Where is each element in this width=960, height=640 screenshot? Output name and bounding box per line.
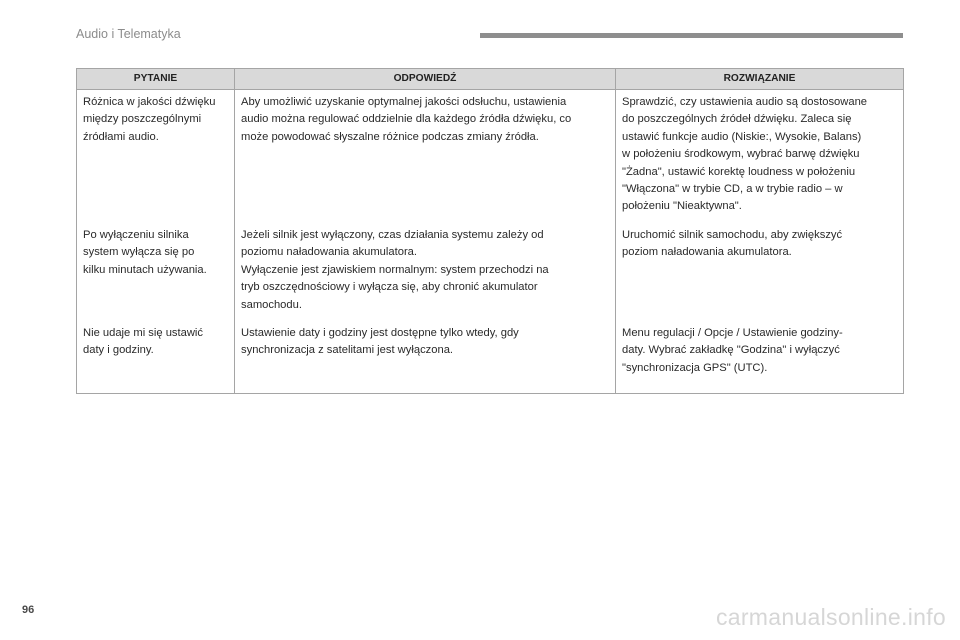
- question-cell: Różnica w jakości dźwięku między poszczególnymi źródłami audio.: [77, 90, 235, 224]
- solution-cell: Menu regulacji / Opcje / Ustawienie godziny- daty. Wybrać zakładkę "Godzina" i wyłączyć "synchronizacja GPS" (UTC).: [616, 320, 904, 394]
- column-header-solution: ROZWIĄZANIE: [616, 69, 904, 90]
- table-row: [77, 223, 904, 320]
- table-row: [77, 90, 904, 224]
- column-header-answer: ODPOWIEDŹ: [235, 69, 616, 90]
- answer-cell: Jeżeli silnik jest wyłączony, czas działania systemu zależy od poziomu naładowania akumulatora. Wyłączenie jest zjawiskiem normalnym: system przechodzi na tryb oszczędnościowy i wyłącza się, aby chronić akumulator samochodu.: [235, 223, 616, 320]
- solution-cell: Sprawdzić, czy ustawienia audio są dostosowane do poszczególnych źródeł dźwięku. Zaleca się ustawić funkcje audio (Niskie:, Wysokie, Balans) w położeniu środkowym, wybrać barwę dźwięku "Żadna", ustawić korektę loudness w położeniu "Włączona" w trybie CD, a w trybie radio – w położeniu "Nieaktywna".: [616, 90, 904, 224]
- page-number: 96: [22, 604, 35, 616]
- table-header-row: [77, 69, 904, 90]
- table-row: [77, 320, 904, 394]
- watermark: carmanualsonline.info: [715, 604, 946, 630]
- answer-cell: Aby umożliwić uzyskanie optymalnej jakości odsłuchu, ustawienia audio można regulować oddzielnie dla każdego źródła dźwięku, co może powodować słyszalne różnice podczas zmiany źródła.: [235, 90, 616, 224]
- question-cell: Nie udaje mi się ustawić daty i godziny.: [77, 320, 235, 394]
- answer-cell: Ustawienie daty i godziny jest dostępne tylko wtedy, gdy synchronizacja z satelitami jest wyłączona.: [235, 320, 616, 394]
- question-cell: Po wyłączeniu silnika system wyłącza się po kilku minutach używania.: [77, 223, 235, 320]
- faq-table: [76, 68, 904, 394]
- header-divider-bar: [480, 33, 903, 38]
- section-title: Audio i Telematyka: [76, 27, 181, 41]
- column-header-question: PYTANIE: [77, 69, 235, 90]
- solution-cell: Uruchomić silnik samochodu, aby zwiększyć poziom naładowania akumulatora.: [616, 223, 904, 320]
